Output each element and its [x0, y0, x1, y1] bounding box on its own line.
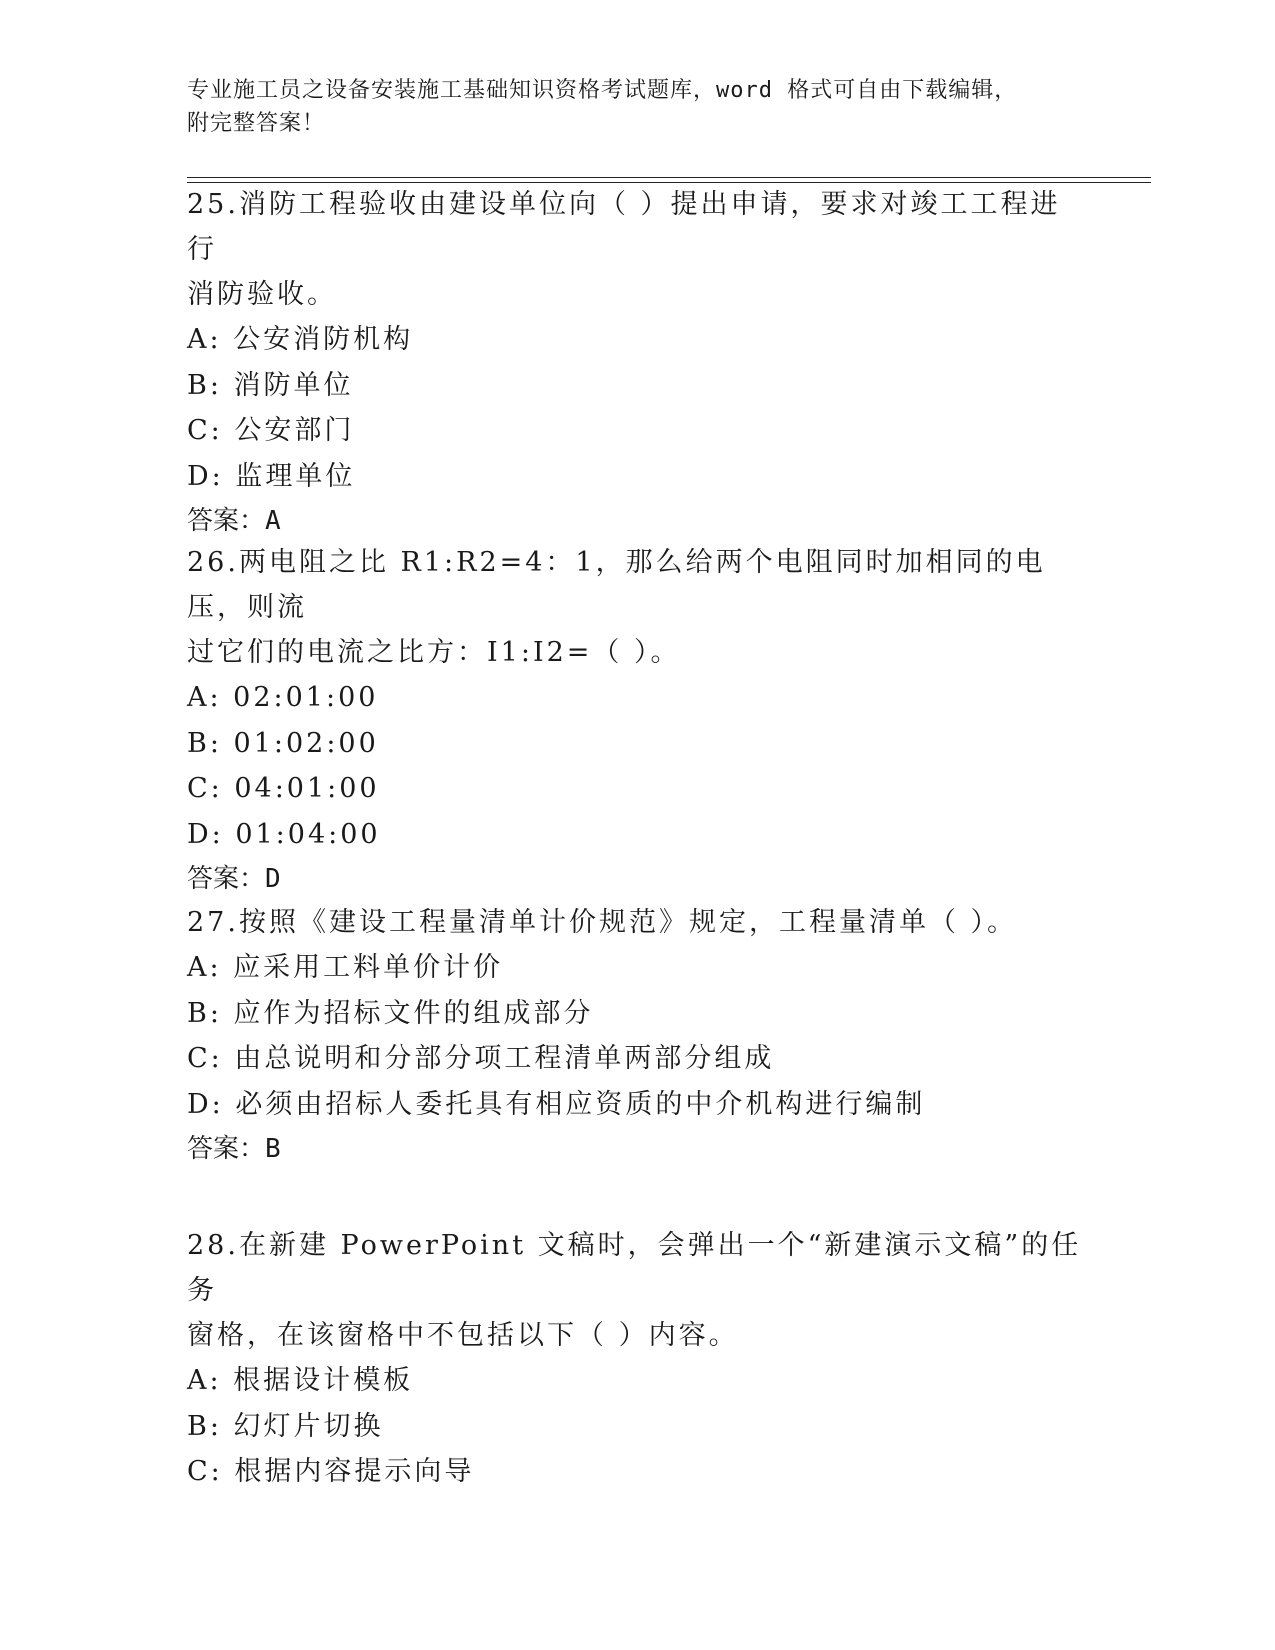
- option-c: C: 根据内容提示向导: [187, 1456, 475, 1487]
- option-a: A: 公安消防机构: [187, 324, 414, 355]
- option-d: D: 01:04:00: [187, 818, 381, 850]
- option-c: C: 公安部门: [187, 415, 355, 446]
- answer-line: 答案：B: [187, 1134, 281, 1164]
- question-stem-line: 27.按照《建设工程量清单计价规范》规定，工程量清单（ ）。: [187, 907, 1018, 938]
- question-stem-line: 窗格，在该窗格中不包括以下（ ）内容。: [187, 1320, 739, 1351]
- option-a: A: 02:01:00: [187, 682, 379, 713]
- option-b: B: 消防单位: [187, 369, 354, 401]
- option-a: A: 应采用工料单价计价: [187, 952, 504, 983]
- question-stem-line: 28.在新建 PowerPoint 文稿时，会弹出一个“新建演示文稿”的任务: [187, 1230, 1082, 1306]
- option-a: A: 根据设计模板: [187, 1365, 414, 1396]
- option-d: D: 必须由招标人委托具有相应资质的中介机构进行编制: [187, 1088, 926, 1120]
- header-line-2: 附完整答案！: [187, 111, 326, 136]
- question-25: [187, 182, 1087, 544]
- header-line-1: 专业施工员之设备安装施工基础知识资格考试题库，word 格式可自由下载编辑，: [187, 78, 1018, 103]
- question-stem-line: 25.消防工程验收由建设单位向（ ）提出申请，要求对竣工工程进行: [187, 189, 1061, 265]
- question-stem-line: 消防验收。: [187, 279, 337, 310]
- question-stem-line: 26.两电阻之比 R1:R2=4：1，那么给两个电阻同时加相同的电压，则流: [187, 547, 1046, 623]
- question-28: [187, 1223, 1087, 1495]
- option-c: C: 由总说明和分部分项工程清单两部分组成: [187, 1043, 775, 1074]
- option-b: B: 应作为招标文件的组成部分: [187, 997, 594, 1029]
- answer-line: 答案：D: [187, 864, 281, 894]
- option-d: D: 监理单位: [187, 460, 356, 492]
- document-header: [187, 74, 1067, 140]
- option-c: C: 04:01:00: [187, 773, 380, 804]
- header-divider-top: [187, 177, 1151, 178]
- option-b: B: 幻灯片切换: [187, 1410, 384, 1442]
- answer-line: 答案：A: [187, 506, 281, 536]
- question-26: [187, 540, 1087, 902]
- question-27: [187, 900, 1087, 1172]
- option-b: B: 01:02:00: [187, 727, 379, 759]
- question-stem-line: 过它们的电流之比方：I1:I2=（ ）。: [187, 637, 681, 668]
